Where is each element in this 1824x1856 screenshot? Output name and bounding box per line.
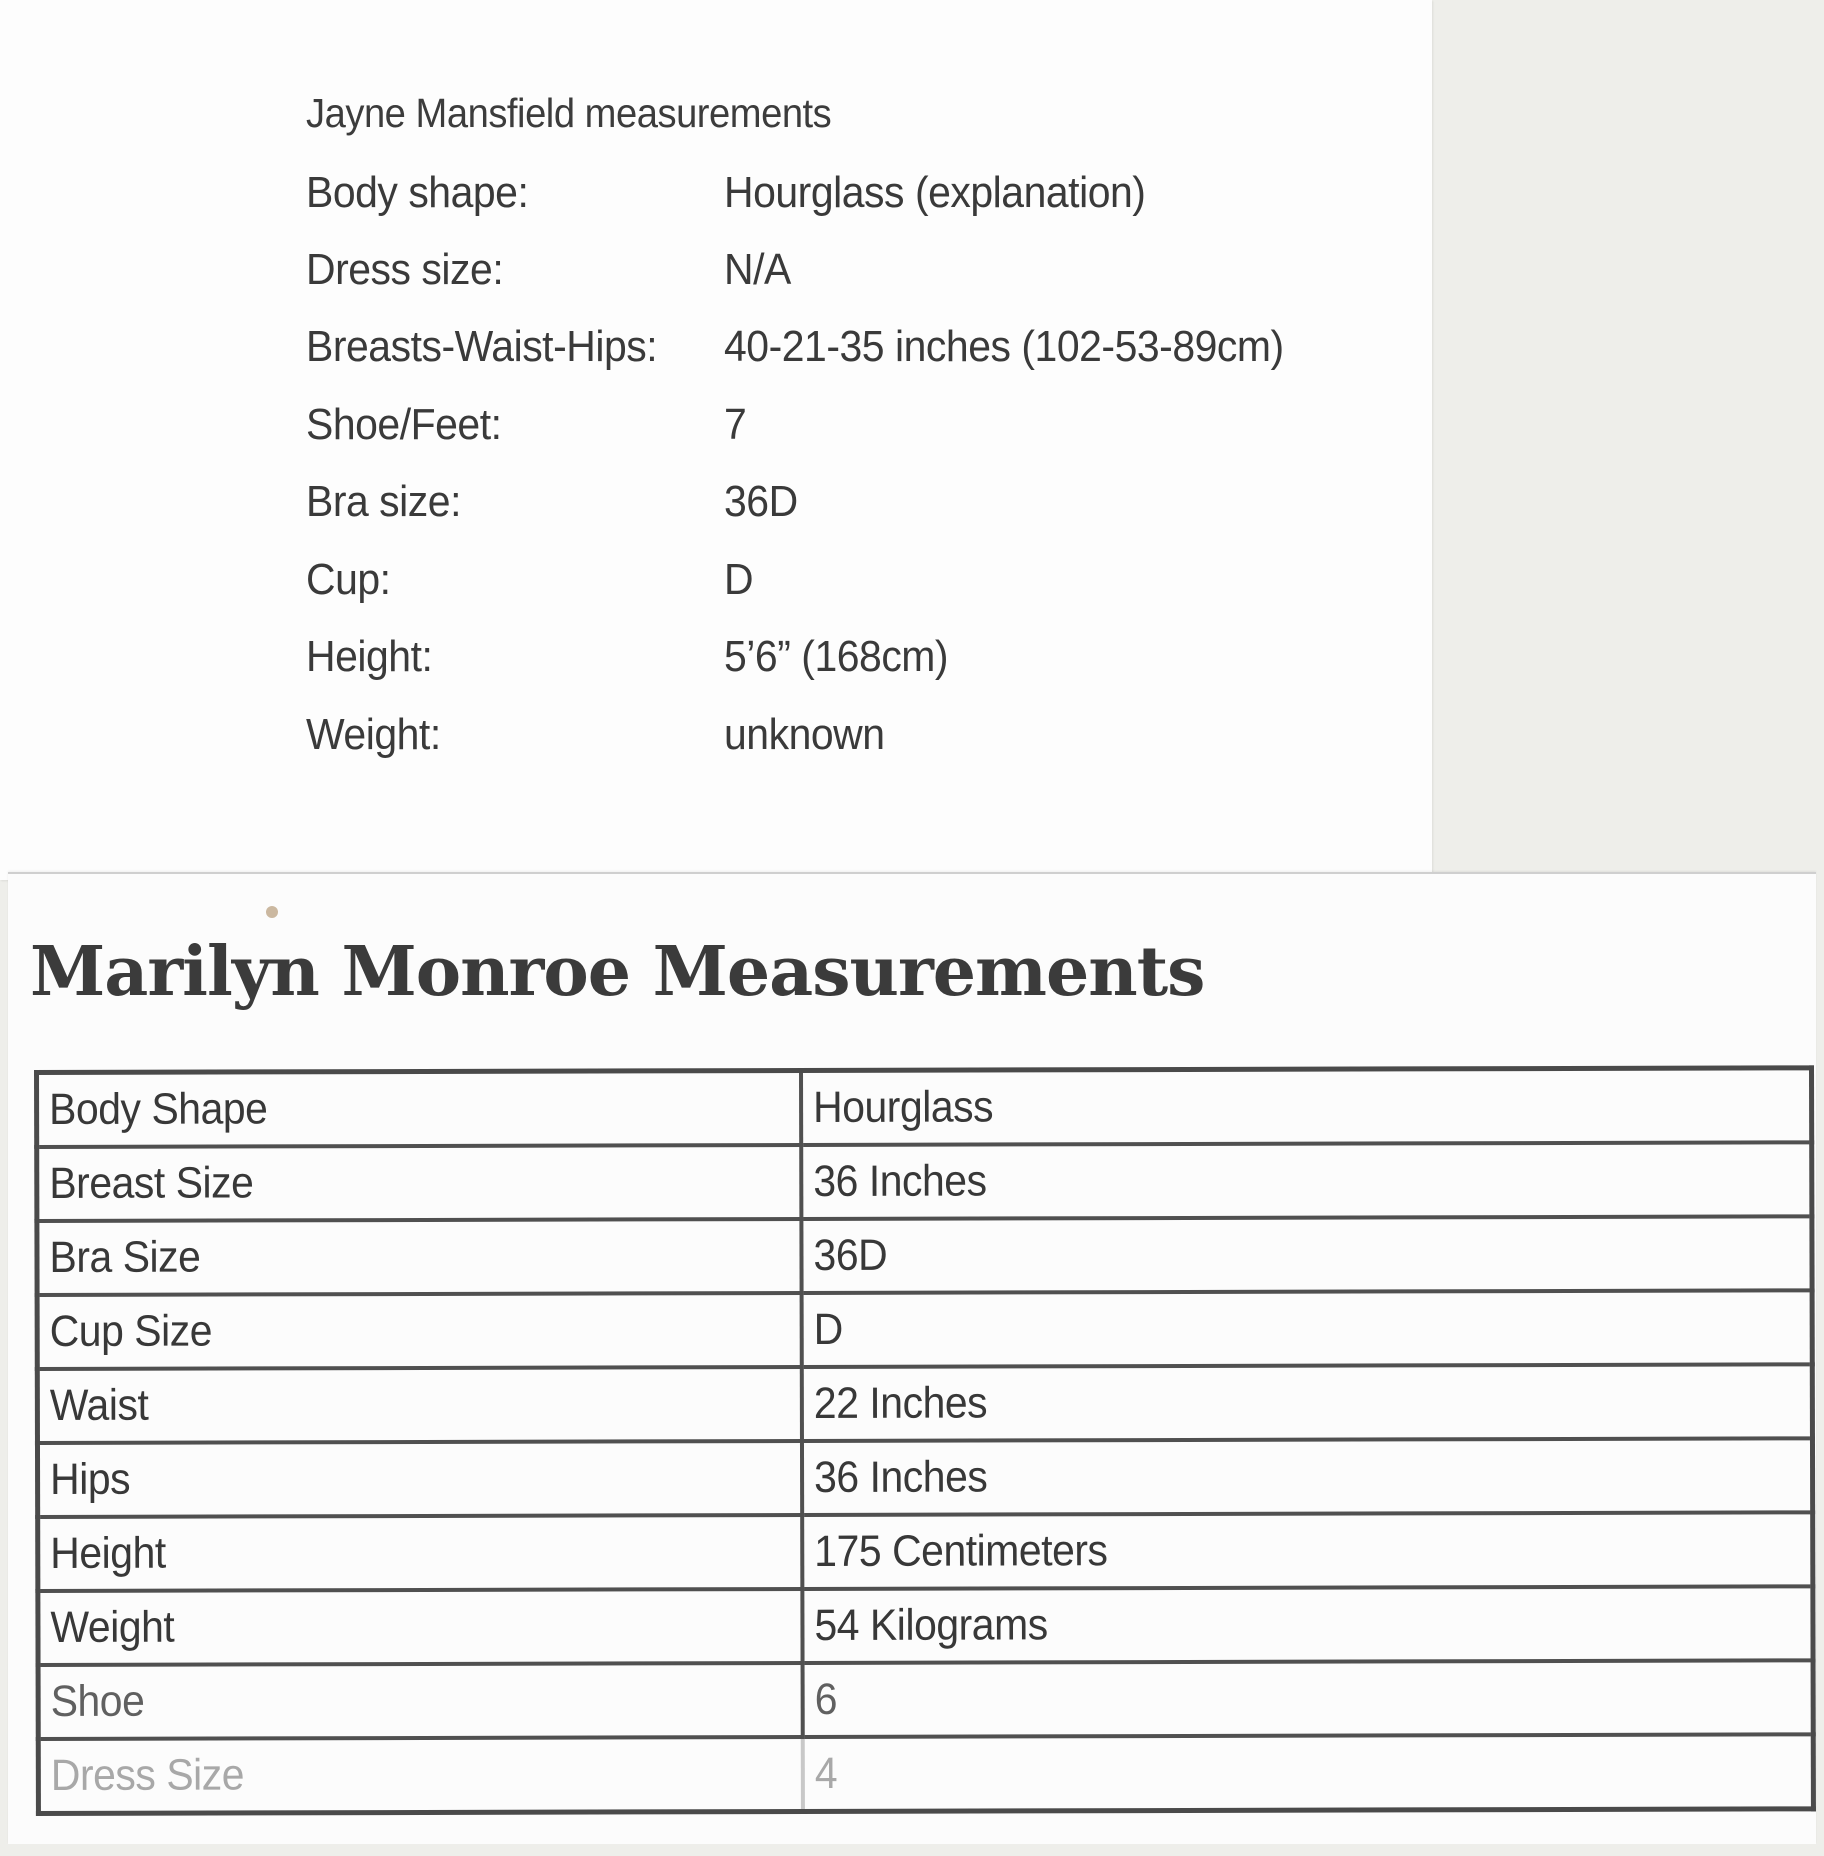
table-row <box>38 1660 1813 1739</box>
table-row <box>38 1734 1813 1813</box>
table-cell-label: Body Shape <box>37 1070 802 1147</box>
jm-value: D <box>724 555 754 604</box>
jm-value: N/A <box>724 245 791 294</box>
marilyn-measurements-table <box>34 1065 1816 1816</box>
table-cell-value: Hourglass <box>801 1068 1812 1145</box>
table-cell-label: Shoe <box>38 1663 803 1739</box>
jayne-mansfield-title: Jayne Mansfield measurements <box>306 90 832 136</box>
jm-label: Breasts-Waist-Hips: <box>306 322 658 371</box>
table-row <box>38 1512 1813 1591</box>
jm-value: unknown <box>724 710 885 759</box>
jm-label: Dress size: <box>306 245 504 294</box>
table-cell-value: 36D <box>801 1216 1812 1293</box>
jm-value: 7 <box>724 400 747 449</box>
table-row <box>38 1586 1813 1665</box>
table-cell-label: Cup Size <box>37 1293 802 1369</box>
table-row <box>37 1216 1812 1295</box>
table-row <box>37 1438 1812 1517</box>
jm-value: 5’6” (168cm) <box>724 632 949 681</box>
table-cell-label: Weight <box>38 1589 803 1665</box>
table-cell-value: D <box>802 1290 1813 1367</box>
marilyn-monroe-clipping <box>8 872 1816 1844</box>
jm-label: Bra size: <box>306 477 462 526</box>
table-cell-value: 4 <box>803 1734 1814 1811</box>
jm-label: Height: <box>306 632 433 681</box>
jm-label: Cup: <box>306 555 391 604</box>
table-row <box>37 1142 1812 1221</box>
table-cell-value: 22 Inches <box>802 1364 1813 1441</box>
table-cell-value: 6 <box>803 1660 1814 1737</box>
table-cell-value: 54 Kilograms <box>802 1586 1813 1663</box>
table-cell-label: Hips <box>37 1441 802 1517</box>
jayne-mansfield-clipping <box>0 0 1432 880</box>
table-row <box>37 1068 1812 1147</box>
jm-value: Hourglass (explanation) <box>724 168 1146 217</box>
table-cell-label: Breast Size <box>37 1145 802 1221</box>
table-row <box>37 1364 1812 1443</box>
marilyn-monroe-title: Marilyn Monroe Measurements <box>30 932 1205 1012</box>
table-cell-value: 175 Centimeters <box>802 1512 1813 1589</box>
jm-label: Weight: <box>306 710 441 759</box>
table-cell-label: Bra Size <box>37 1219 802 1295</box>
jm-label: Body shape: <box>306 168 529 217</box>
jm-value: 36D <box>724 477 798 526</box>
table-cell-label: Waist <box>37 1367 802 1443</box>
jm-label: Shoe/Feet: <box>306 400 502 449</box>
table-cell-value: 36 Inches <box>801 1142 1812 1219</box>
table-cell-label: Height <box>38 1515 803 1591</box>
table-cell-value: 36 Inches <box>802 1438 1813 1515</box>
jm-value: 40-21-35 inches (102-53-89cm) <box>724 322 1284 371</box>
table-cell-label: Dress Size <box>38 1737 803 1814</box>
paper-speck <box>266 906 278 918</box>
table-row <box>37 1290 1812 1369</box>
